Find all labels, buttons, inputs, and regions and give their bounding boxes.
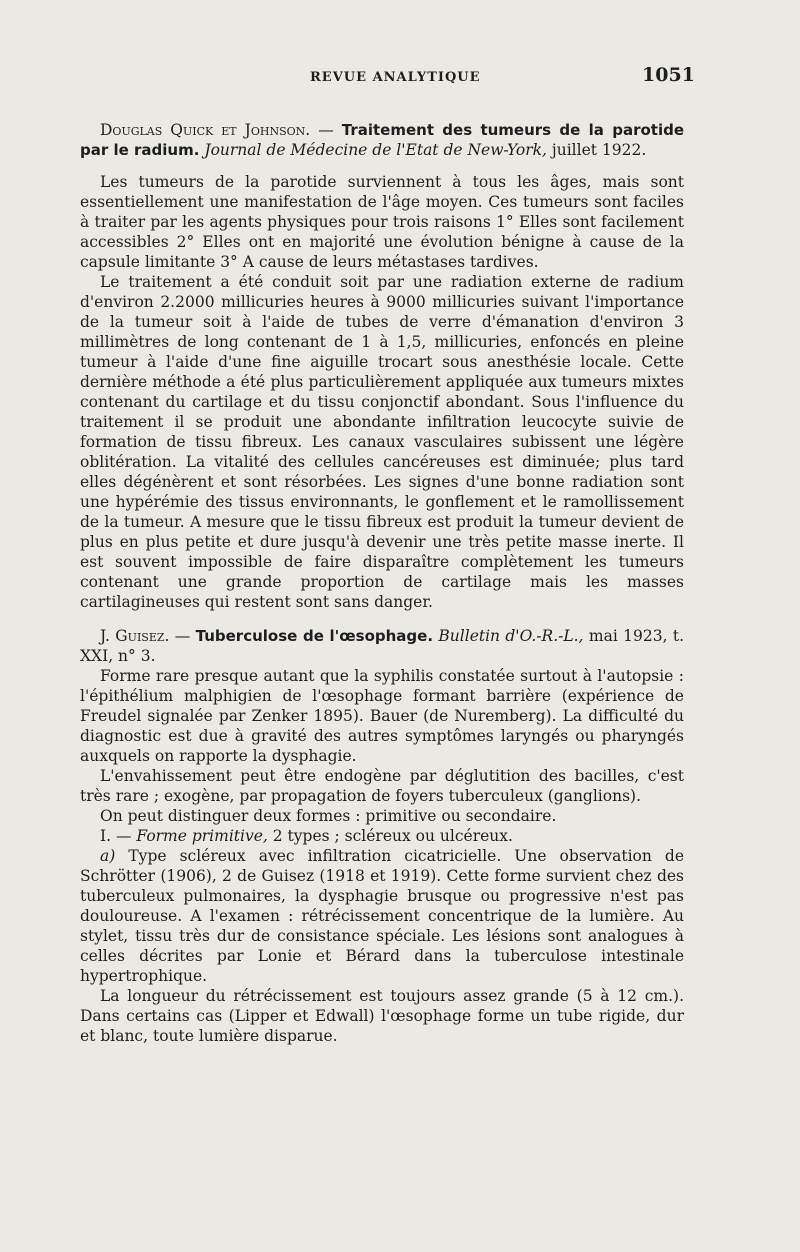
paragraph: La longueur du rétrécissement est toujours assez grande (5 à 12 cm.). Dans certains cas (Lipper et Edwall) l'œsophage forme un tube rigide, dur et blanc, toute lumière disparue. (80, 987, 684, 1045)
section-label: I. — (100, 827, 137, 845)
running-title: REVUE ANALYTIQUE (310, 70, 481, 85)
paragraph: L'envahissement peut être endogène par déglutition des bacilles, c'est très rare ; exogène, par propagation de foyers tuberculeux (ganglions). (80, 767, 684, 805)
citation-separator: — (169, 627, 196, 645)
page-body (80, 120, 684, 1060)
article-journal: Bulletin d'O.-R.-L., (438, 627, 584, 645)
article-journal: Journal de Médecine de l'Etat de New-York, (204, 141, 547, 159)
article-date: mai 1923, t. XXI, n° 3. (80, 627, 684, 665)
paragraph: Le traitement a été conduit soit par une radiation externe de radium d'environ 2.2000 millicuries heures à 9000 millicuries suivant l'importance de la tumeur soit à l'aide de tubes de verre d'émanation d'environ 3 millimètres de long contenant de 1 à 1,5, millicuries, enfoncés en pleine tumeur à l'aide d'une fine aiguille trocart sous anesthésie locale. Cette dernière méthode a été plus particulièrement appliquée aux tumeurs mixtes contenant du cartilage et du tissu conjonctif abondant. Sous l'influence du traitement il se produit une abondante infiltration leucocyte suivie de formation de tissu fibreux. Les canaux vasculaires subissent une légère oblitération. La vitalité des cellules cancéreuses est diminuée; plus tard elles dégénèrent et sont résorbées. Les signes d'une bonne radiation sont une hypérémie des tissus environnants, le gonflement et le ramollissement de la tumeur. A mesure que le tissu fibreux est produit la tumeur devient de plus en plus petite et dure jusqu'à devenir une très petite masse inerte. Il est souvent impossible de faire disparaître complètement les tumeurs contenant une grande proportion de cartilage mais les masses cartilagineuses qui restent sont sans danger. (80, 273, 684, 611)
article-title: Traitement des tumeurs de la parotide par le radium. (80, 121, 684, 159)
article-date: juillet 1922. (551, 141, 647, 159)
item-label: a) (100, 847, 116, 865)
paragraph: Forme rare presque autant que la syphilis constatée surtout à l'autopsie : l'épithélium malphigien de l'œsophage formant barrière (expérience de Freudel signalée par Zenker 1895). Bauer (de Nuremberg). La difficulté du diagnostic est due à gravité des autres symptômes laryngés ou pharyngés auxquels on rapporte la dysphagie. (80, 667, 684, 765)
paragraph: On peut distinguer deux formes : primitive ou secondaire. (100, 807, 557, 825)
article-authors: Douglas Quick et Johnson. (100, 121, 311, 139)
section-heading (80, 826, 684, 846)
paragraph (80, 846, 684, 986)
article-oesophage (80, 626, 684, 1046)
article-authors: J. Guisez. (100, 627, 170, 645)
article-parotide (80, 120, 684, 612)
citation-separator: — (310, 121, 342, 139)
section-title: Forme primitive, (136, 827, 268, 845)
section-rest: 2 types ; scléreux ou ulcéreux. (267, 827, 513, 845)
article-title: Tuberculose de l'œsophage. (195, 627, 434, 645)
page-header (0, 62, 800, 92)
article-citation (80, 626, 684, 666)
item-text: Type scléreux avec infiltration cicatricielle. Une observation de Schrötter (1906), 2 de Guisez (1918 et 1919). Cette forme survient chez des tuberculeux pulmonaires, la dysphagie brusque ou progressive n'est pas douloureuse. A l'examen : rétrécissement concentrique de la lumière. Au stylet, tissu très dur de consistance spéciale. Les lésions sont analogues à celles décrites par Lonie et Bérard dans la tuberculose intestinale hypertrophique. (80, 847, 684, 985)
article-citation (80, 120, 684, 160)
paragraph: Les tumeurs de la parotide surviennent à tous les âges, mais sont essentiellement une manifestation de l'âge moyen. Ces tumeurs sont faciles à traiter par les agents physiques pour trois raisons 1° Elles sont facilement accessibles 2° Elles ont en majorité une évolution bénigne à cause de la capsule limitante 3° A cause de leurs métastases tardives. (80, 173, 684, 271)
page-number: 1051 (642, 64, 695, 86)
